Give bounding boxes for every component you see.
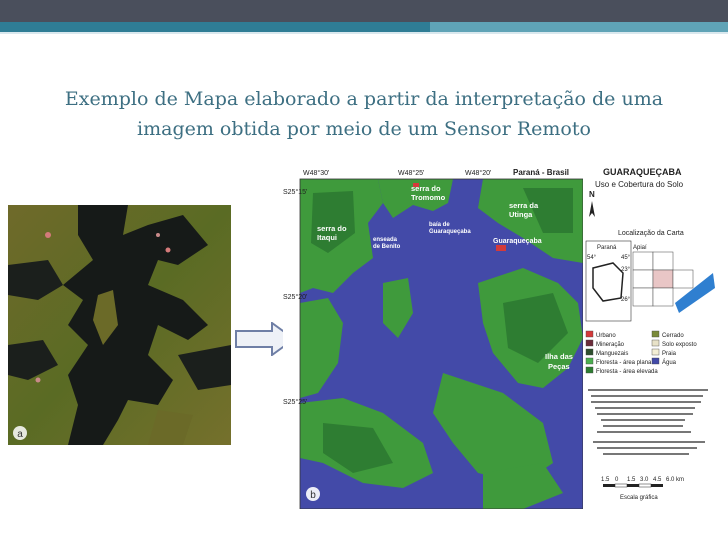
place-serra-itaqui-2: Itaqui [317, 233, 337, 242]
map-region-label: Paraná - Brasil [513, 168, 570, 177]
photo-label: a [17, 429, 23, 440]
scale-tick-1: 0 [615, 477, 619, 483]
coord-lat-2: S25°20' [283, 294, 308, 301]
map-notes [588, 389, 708, 455]
legend-swatch [586, 358, 593, 364]
place-enseada-1: enseada [373, 237, 398, 243]
scale-tick-3: 3.0 [640, 477, 649, 483]
scale-tick-2: 1.5 [627, 477, 636, 483]
inset-lon54: 54° [587, 255, 597, 261]
legend-label: Cerrado [662, 333, 684, 339]
legend-swatch [586, 367, 593, 373]
inset-parana: Paraná [597, 245, 617, 251]
map-info-panel [583, 163, 723, 509]
index-apiai: Apiaí [633, 245, 647, 251]
inset-lat23: 23° [621, 267, 631, 273]
legend-label: Mineração [596, 342, 625, 348]
location-title: Localização da Carta [618, 230, 684, 237]
place-ilha-2: Peças [548, 362, 570, 371]
location-inset [586, 241, 631, 321]
place-serra-tromomo-2: Tromomo [411, 193, 446, 202]
legend-swatch [652, 349, 659, 355]
north-label: N [589, 190, 595, 199]
north-arrow-icon [589, 190, 595, 217]
coord-lat-1: S25°15' [283, 189, 308, 196]
inset-lat26: 26° [621, 297, 631, 303]
panel-subheading: Uso e Cobertura do Solo [595, 180, 684, 189]
place-enseada-2: de Benito [373, 244, 401, 250]
legend [586, 331, 697, 375]
place-baia-1: baía de [429, 222, 450, 228]
legend-swatch [586, 331, 593, 337]
sheet-index-grid [633, 245, 715, 313]
place-baia-2: Guaraqueçaba [429, 229, 471, 235]
legend-label: Solo exposto [662, 342, 697, 348]
legend-swatch [652, 331, 659, 337]
scale-tick-0: 1.5 [601, 477, 610, 483]
inset-lon45: 45° [621, 255, 631, 261]
place-town: Guaraqueçaba [493, 238, 542, 245]
scale-tick-5: 6.0 km [666, 477, 685, 483]
slide-title [20, 84, 708, 144]
scale-label: Escala gráfica [620, 495, 658, 501]
scale-tick-4: 4.5 [653, 477, 662, 483]
map-label: b [310, 490, 316, 501]
slide-top-bar [0, 0, 728, 22]
legend-label: Manguezais [596, 351, 629, 357]
land-use-map [283, 163, 583, 509]
legend-label: Floresta - área elevada [596, 369, 658, 375]
legend-label: Praia [662, 351, 677, 357]
coord-lon-2: W48°25' [398, 170, 425, 177]
place-serra-utinga-1: serra da [509, 201, 539, 210]
coord-lon-3: W48°20' [465, 170, 492, 177]
legend-label: Água [662, 360, 677, 366]
place-serra-utinga-2: Utinga [509, 210, 533, 219]
legend-swatch [652, 358, 659, 364]
coord-lat-3: S25°25' [283, 399, 308, 406]
legend-label: Floresta - área plana [596, 360, 652, 366]
slide-title-line-2: imagem obtida por meio de um Sensor Remoto [137, 118, 591, 140]
scale-bar [601, 477, 684, 501]
place-serra-itaqui-1: serra do [317, 224, 347, 233]
satellite-image [8, 205, 231, 445]
place-serra-tromomo-1: serra do [411, 184, 441, 193]
legend-swatch [586, 349, 593, 355]
legend-swatch [586, 340, 593, 346]
urban-area [496, 245, 506, 251]
panel-heading: GUARAQUEÇABA [603, 167, 682, 177]
legend-label: Urbano [596, 333, 616, 339]
legend-swatch [652, 340, 659, 346]
slide-accent-stripe-light [430, 22, 728, 32]
coord-lon-1: W48°30' [303, 170, 330, 177]
slide-divider [0, 32, 728, 34]
slide-title-line-1: Exemplo de Mapa elaborado a partir da interpretação de uma [64, 88, 664, 110]
place-ilha-1: Ilha das [545, 352, 573, 361]
